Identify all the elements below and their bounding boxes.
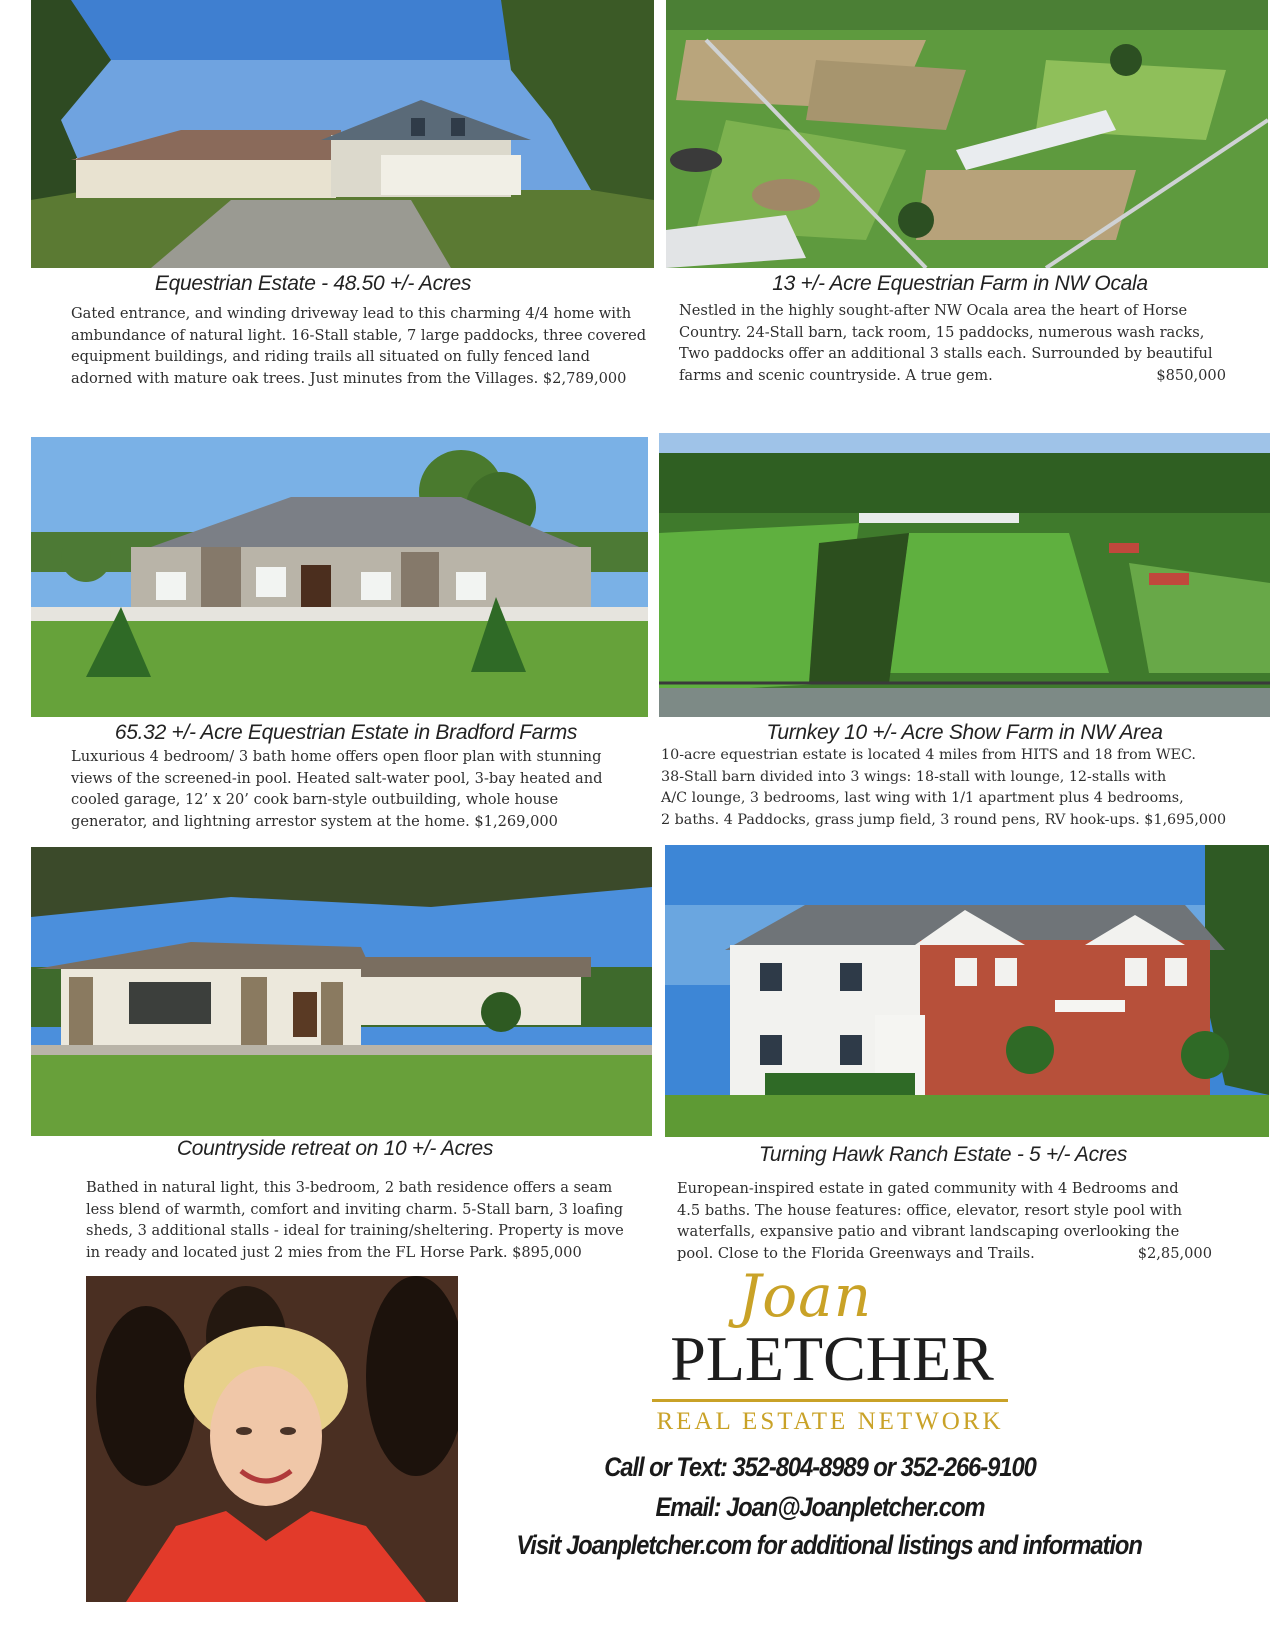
listing-description bbox=[677, 1178, 1212, 1264]
listing-title: Countryside retreat on 10 +/- Acres bbox=[176, 1137, 494, 1160]
description-line: in ready and located just 2 mies from the FL Horse Park. $895,000 bbox=[86, 1243, 582, 1261]
listing-title: 65.32 +/- Acre Equestrian Estate in Bradford Farms bbox=[114, 721, 578, 744]
description-line: sheds, 3 additional stalls - ideal for training/sheltering. Property is move bbox=[86, 1222, 624, 1239]
description-line: Nestled in the highly sought-after NW Ocala area the heart of Horse bbox=[679, 302, 1188, 319]
description-line: Country. 24-Stall barn, tack room, 15 paddocks, numerous wash racks, bbox=[679, 323, 1205, 341]
description-line: cooled garage, 12’ x 20’ cook barn-style outbuilding, whole house bbox=[71, 791, 559, 808]
description-line: equipment buildings, and riding trails all situated on fully fenced land bbox=[71, 348, 590, 365]
listing-price: $850,000 bbox=[1156, 366, 1226, 384]
description-line: pool. Close to the Florida Greenways and Trails. bbox=[677, 1244, 1035, 1262]
listing-photo-nw-ocala-farm bbox=[666, 0, 1268, 268]
listing-price: $2,85,000 bbox=[1137, 1244, 1212, 1262]
brand-tagline: REAL ESTATE NETWORK bbox=[656, 1408, 1004, 1435]
contact-website: Visit Joanpletcher.com for additional listings and information bbox=[516, 1530, 1142, 1560]
listing-description bbox=[71, 303, 646, 389]
listing-title: Equestrian Estate - 48.50 +/- Acres bbox=[154, 272, 472, 295]
listing-photo-bradford-farms bbox=[31, 437, 648, 717]
description-line: ambundance of natural light. 16-Stall stable, 7 large paddocks, three covered bbox=[71, 326, 647, 344]
contact-phone: Call or Text: 352-804-8989 or 352-266-9100 bbox=[604, 1452, 1036, 1482]
description-line: European-inspired estate in gated community with 4 Bedrooms and bbox=[677, 1180, 1179, 1197]
description-line: views of the screened-in pool. Heated salt-water pool, 3-bay heated and bbox=[71, 769, 603, 787]
listing-title: Turning Hawk Ranch Estate - 5 +/- Acres bbox=[758, 1143, 1128, 1166]
description-line: farms and scenic countryside. A true gem. bbox=[679, 366, 993, 384]
description-line: less blend of warmth, comfort and inviting charm. 5-Stall barn, 3 loafing bbox=[86, 1200, 624, 1218]
description-line: Luxurious 4 bedroom/ 3 bath home offers open floor plan with stunning bbox=[71, 748, 602, 765]
listing-title: Turnkey 10 +/- Acre Show Farm in NW Area bbox=[766, 721, 1163, 744]
description-line: adorned with mature oak trees. Just minutes from the Villages. $2,789,000 bbox=[71, 369, 627, 387]
description-line: 38-Stall barn divided into 3 wings: 18-stall with lounge, 12-stalls with bbox=[661, 768, 1167, 785]
description-line: Bathed in natural light, this 3-bedroom, 2 bath residence offers a seam bbox=[86, 1179, 613, 1196]
description-line: 4.5 baths. The house features: office, elevator, resort style pool with bbox=[677, 1201, 1182, 1219]
listing-description bbox=[679, 300, 1226, 386]
brand-logo-script: Joan bbox=[738, 1262, 873, 1330]
listing-description bbox=[71, 746, 603, 832]
description-line: waterfalls, expansive patio and vibrant landscaping overlooking the bbox=[677, 1223, 1180, 1240]
description-line: generator, and lightning arrestor system at the home. $1,269,000 bbox=[71, 812, 558, 830]
brand-divider bbox=[652, 1399, 1008, 1402]
description-line: 2 baths. 4 Paddocks, grass jump field, 3 round pens, RV hook-ups. $1,695,000 bbox=[661, 811, 1227, 828]
brand-logo-name: PLETCHER bbox=[670, 1323, 994, 1394]
listing-photo-countryside-retreat bbox=[31, 847, 652, 1136]
listing-photo-turnkey-show-farm bbox=[659, 433, 1270, 717]
listing-photo-equestrian-estate bbox=[31, 0, 654, 268]
listing-description bbox=[661, 745, 1226, 831]
description-line: A/C lounge, 3 bedrooms, last wing with 1/1 apartment plus 4 bedrooms, bbox=[661, 790, 1184, 806]
contact-email: Email: Joan@Joanpletcher.com bbox=[655, 1492, 985, 1522]
description-line: 10-acre equestrian estate is located 4 miles from HITS and 18 from WEC. bbox=[661, 747, 1196, 763]
description-line: Gated entrance, and winding driveway lead to this charming 4/4 home with bbox=[71, 305, 632, 322]
listing-description bbox=[86, 1177, 624, 1263]
agent-portrait bbox=[86, 1276, 458, 1602]
listing-photo-turning-hawk-ranch bbox=[665, 845, 1269, 1137]
listing-title: 13 +/- Acre Equestrian Farm in NW Ocala bbox=[772, 272, 1148, 295]
description-line: Two paddocks offer an additional 3 stalls each. Surrounded by beautiful bbox=[679, 345, 1213, 362]
